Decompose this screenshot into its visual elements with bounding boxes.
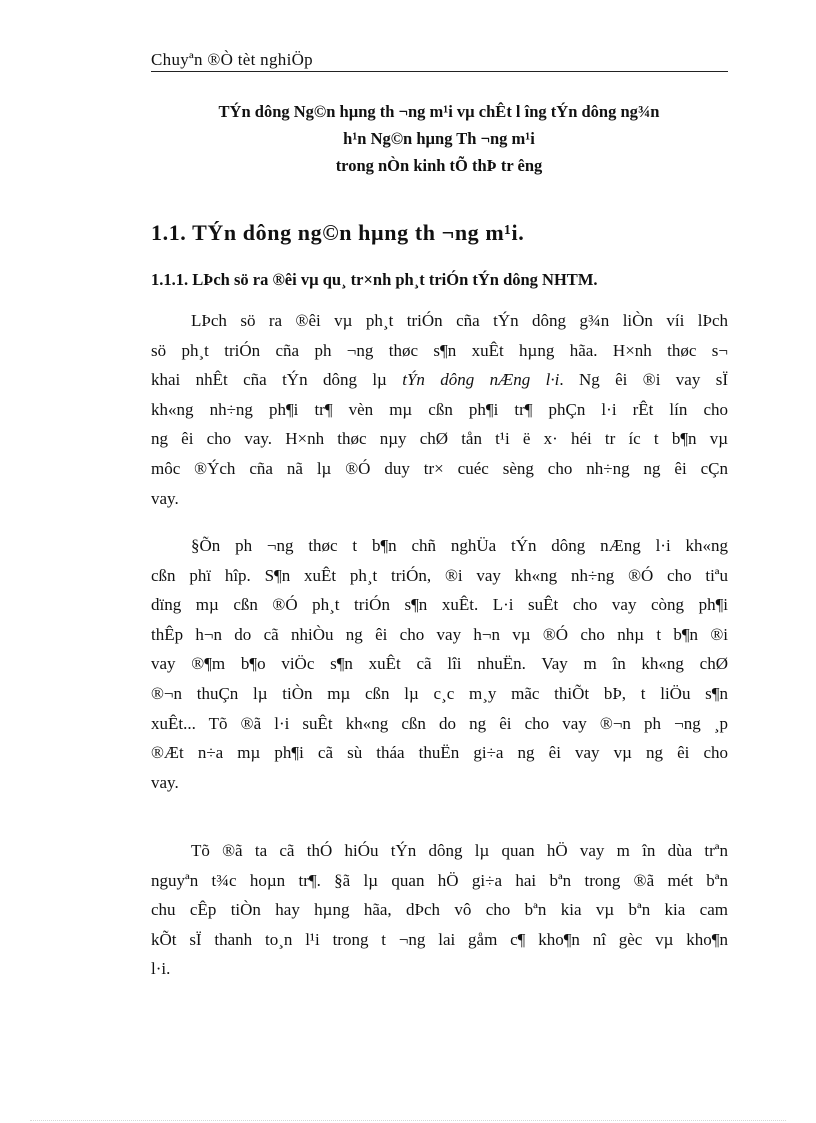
paragraph-line: cßn phï hîp. S¶n xuÊt ph¸t triÓn, ®i vay kh«ng nh÷ng ®Ó cho tiªu (151, 565, 728, 585)
paragraph-line: môc ®Ých cña nã lµ ®Ó duy tr× cuéc sèng cho nh÷ng ng êi cÇn (151, 458, 728, 478)
header-rule (151, 71, 728, 72)
paragraph-line: ®¬n thuÇn lµ tiÒn mµ cßn lµ c¸c m¸y mãc thiÕt bÞ, t liÖu s¶n (151, 683, 728, 703)
paragraph-1 (151, 306, 728, 513)
title-line-2: h¹n Ng©n hµng Th ¬ng m¹i (343, 129, 535, 148)
paragraph-line: §Õn ph ¬ng thøc t b¶n chñ nghÜa tÝn dông nÆng l·i kh«ng (191, 536, 728, 555)
title-line-3: trong nÒn kinh tÕ thÞ tr êng (335, 156, 543, 175)
paragraph-line: thÊp h¬n do cã nhiÒu ng êi cho vay h¬n vµ ®Ó cho nhµ t b¶n ®i (151, 624, 728, 644)
text-span: khai nhÊt cña tÝn dông lµ (151, 370, 403, 390)
paragraph-3 (151, 836, 728, 984)
paragraph-line: kh«ng nh÷ng ph¶i tr¶ vèn mµ cßn ph¶i tr¶ phÇn l·i rÊt lín cho (151, 399, 728, 419)
paragraph-line (151, 365, 728, 395)
page-bottom-border (30, 1120, 786, 1121)
subsection-heading: 1.1.1. LÞch sö ra ®êi vµ qu¸ tr×nh ph¸t triÓn tÝn dông NHTM. (151, 270, 598, 289)
paragraph-line: nguyªn t¾c hoµn tr¶. §ã lµ quan hÖ gi÷a hai bªn trong ®ã mét bªn (151, 870, 728, 890)
document-title (100, 98, 778, 179)
paragraph-line: sö ph¸t triÓn cña ph ¬ng thøc s¶n xuÊt hµng hãa. H×nh thøc s¬ (151, 340, 728, 360)
title-line-1: TÝn dông Ng©n hµng th ¬ng m¹i vµ chÊt l îng tÝn dông ng¾n (218, 102, 660, 121)
paragraph-2 (151, 531, 728, 797)
paragraph-line: vay ®¶m b¶o viÖc s¶n xuÊt cã lîi nhuËn. Vay m în kh«ng chØ (151, 654, 728, 674)
paragraph-line: LÞch sö ra ®êi vµ ph¸t triÓn cña tÝn dông g¾n liÒn víi lÞch (191, 311, 728, 330)
italic-term: tÝn dông nÆng l·i (402, 370, 560, 390)
paragraph-line: l·i. (151, 959, 171, 979)
paragraph-line: Tõ ®ã ta cã thÓ hiÓu tÝn dông lµ quan hÖ vay m în dùa trªn (191, 841, 728, 860)
paragraph-line: vay. (151, 772, 179, 792)
paragraph-line: ng êi cho vay. H×nh thøc nµy chØ tån t¹i ë x· héi tr íc t b¶n vµ (151, 429, 728, 449)
paragraph-line: ®Æt n÷a mµ ph¶i cã sù tháa thuËn gi÷a ng êi vay vµ ng êi cho (151, 743, 728, 763)
page-header: Chuyªn ®Ò tèt nghiÖp (151, 50, 313, 69)
paragraph-line: dïng mµ cßn ®Ó ph¸t triÓn s¶n xuÊt. L·i suÊt cho vay còng ph¶i (151, 595, 728, 615)
text-span: . Ng êi ®i vay sÏ (559, 370, 728, 390)
paragraph-line: kÕt sÏ thanh to¸n l¹i trong t ¬ng lai gåm c¶ kho¶n nî gèc vµ kho¶n (151, 929, 728, 949)
section-heading: 1.1. TÝn dông ng©n hµng th ¬ng m¹i. (151, 220, 525, 245)
paragraph-line: vay. (151, 488, 179, 508)
paragraph-line: xuÊt... Tõ ®ã l·i suÊt kh«ng cßn do ng êi cho vay ®¬n ph ¬ng ¸p (151, 713, 728, 733)
paragraph-line: chu cÊp tiÒn hay hµng hãa, dÞch vô cho bªn kia vµ bªn kia cam (151, 900, 728, 920)
